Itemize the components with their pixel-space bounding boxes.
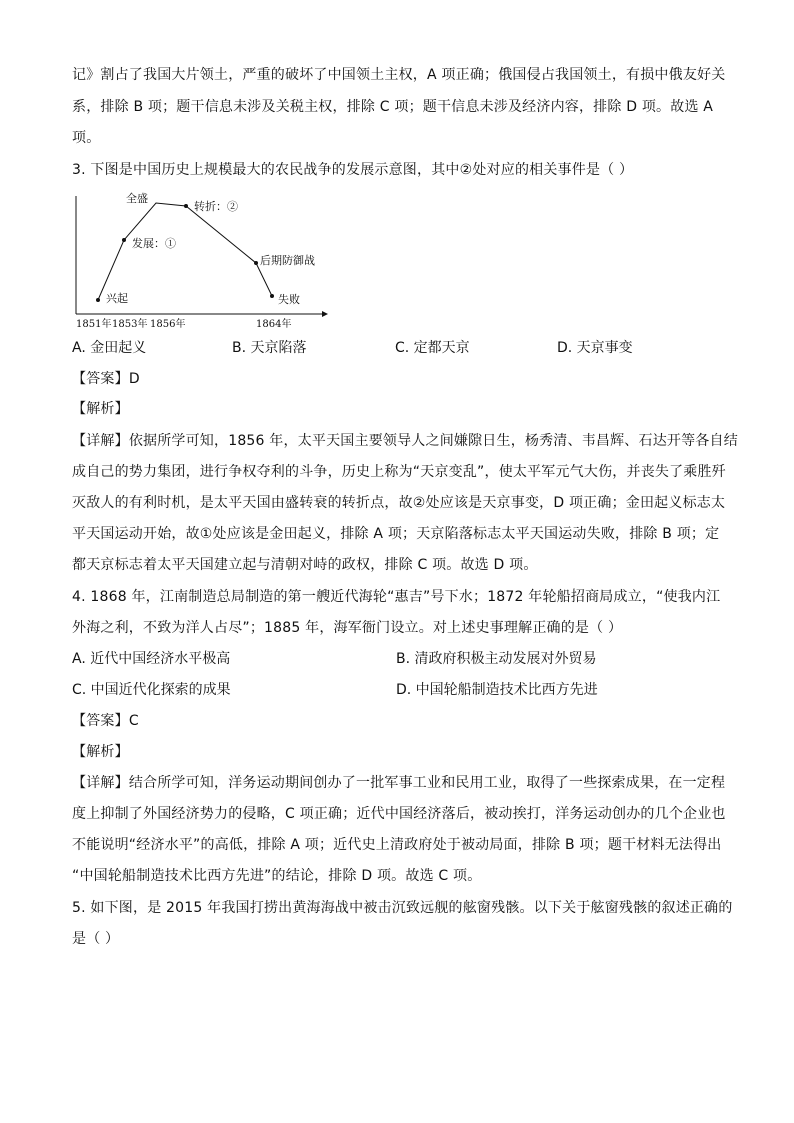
- label-late: 后期防御战: [260, 254, 315, 267]
- year-1856: 1856年: [150, 319, 186, 330]
- q3-analysis-tag: 【解析】: [72, 401, 129, 417]
- label-develop: 发展：①: [132, 237, 176, 250]
- detail-text: 依据所学可知，1856 年，太平天国主要领导人之间嫌隙日生，杨秀清、韦昌辉、石达开等各自结: [128, 433, 738, 449]
- q4-analysis-tag: 【解析】: [72, 744, 129, 760]
- q4-detail-line-3: 不能说明“经济水平”的高低，排除 A 项；近代史上清政府处于被动局面，排除 B 项；题干材料无法得出: [72, 837, 722, 853]
- year-1864: 1864年: [256, 319, 292, 330]
- x-axis-arrow: [322, 311, 328, 317]
- q4-option-c: C. 中国近代化探索的成果: [72, 682, 231, 698]
- question-3-stem: 3. 下图是中国历史上规模最大的农民战争的发展示意图，其中②处对应的相关事件是（ ）: [72, 162, 634, 178]
- question-5-stem-1: 5. 如下图，是 2015 年我国打捞出黄海海战中被击沉致远舰的舷窗残骸。以下关于舷窗残骸的叙述正确的: [72, 900, 733, 916]
- answer-tag: 【答案】: [72, 371, 129, 387]
- q3-option-b: B. 天京陷落: [232, 340, 307, 356]
- point-turn: [184, 204, 188, 208]
- point-fail: [270, 294, 274, 298]
- year-1851: 1851年: [76, 319, 112, 330]
- detail-text: 结合所学可知，洋务运动期间创办了一批军事工业和民用工业，取得了一些探索成果，在一定程: [128, 775, 726, 791]
- trend-line: [98, 203, 272, 300]
- answer-value: D: [128, 371, 140, 387]
- q4-answer: [72, 710, 732, 732]
- label-fail: 失败: [278, 293, 300, 306]
- q4-option-d: D. 中国轮船制造技术比西方先进: [396, 682, 598, 698]
- intro-line-1: 记》割占了我国大片领土，严重的破坏了中国领土主权，A 项正确；俄国侵占我国领土，有损中俄友好关: [72, 67, 726, 83]
- q3-option-d: D. 天京事变: [557, 340, 633, 356]
- question-4-stem-2: 外海之利，不致为洋人占尽”；1885 年，海军衙门设立。对上述史事理解正确的是（ ）: [72, 620, 623, 636]
- detail-tag: 【详解】: [72, 433, 129, 449]
- q4-detail-line-4: “中国轮船制造技术比西方先进”的结论，排除 D 项。故选 C 项。: [72, 868, 482, 884]
- taiping-timeline-diagram: [70, 190, 330, 330]
- q4-detail-line-2: 度上抑制了外国经济势力的侵略，C 项正确；近代中国经济落后，被动挨打，洋务运动创办的几个企业也: [72, 806, 726, 822]
- label-peak: 全盛: [126, 192, 148, 205]
- answer-tag: 【答案】: [72, 713, 129, 729]
- q3-option-c: C. 定都天京: [395, 340, 470, 356]
- question-5-stem-2: 是（ ）: [72, 931, 120, 947]
- intro-line-2: 系，排除 B 项；题干信息未涉及关税主权，排除 C 项；题干信息未涉及经济内容，排除 D 项。故选 A: [72, 99, 714, 115]
- year-1853: 1853年: [112, 319, 148, 330]
- detail-tag: 【详解】: [72, 775, 129, 791]
- q3-detail-line-1: [72, 430, 738, 452]
- q3-detail-line-2: 成自己的势力集团，进行争权夺利的斗争，历史上称为“天京变乱”，使太平军元气大伤，并丧失了乘胜歼: [72, 464, 726, 480]
- q4-option-a: A. 近代中国经济水平极高: [72, 651, 231, 667]
- point-rise: [96, 298, 100, 302]
- label-rise: 兴起: [106, 292, 128, 305]
- answer-value: C: [128, 713, 139, 729]
- question-4-stem-1: 4. 1868 年，江南制造总局制造的第一艘近代海轮“惠吉”号下水；1872 年轮船招商局成立，“使我内江: [72, 589, 721, 605]
- q4-detail-line-1: [72, 772, 732, 794]
- q3-answer: [72, 368, 732, 390]
- q3-option-a: A. 金田起义: [72, 340, 147, 356]
- point-late: [254, 261, 258, 265]
- intro-line-3: 项。: [72, 130, 101, 146]
- q3-detail-line-4: 平天国运动开始，故①处应该是金田起义，排除 A 项；天京陷落标志太平天国运动失败，排除 B 项；定: [72, 526, 720, 542]
- q3-detail-line-3: 灭敌人的有利时机，是太平天国由盛转衰的转折点，故②处应该是天京事变，D 项正确；金田起义标志太: [72, 495, 726, 511]
- q3-detail-line-5: 都天京标志着太平天国建立起与清朝对峙的政权，排除 C 项。故选 D 项。: [72, 557, 538, 573]
- point-develop: [122, 238, 126, 242]
- q4-option-b: B. 清政府积极主动发展对外贸易: [396, 651, 597, 667]
- label-turn: 转折：②: [194, 200, 238, 213]
